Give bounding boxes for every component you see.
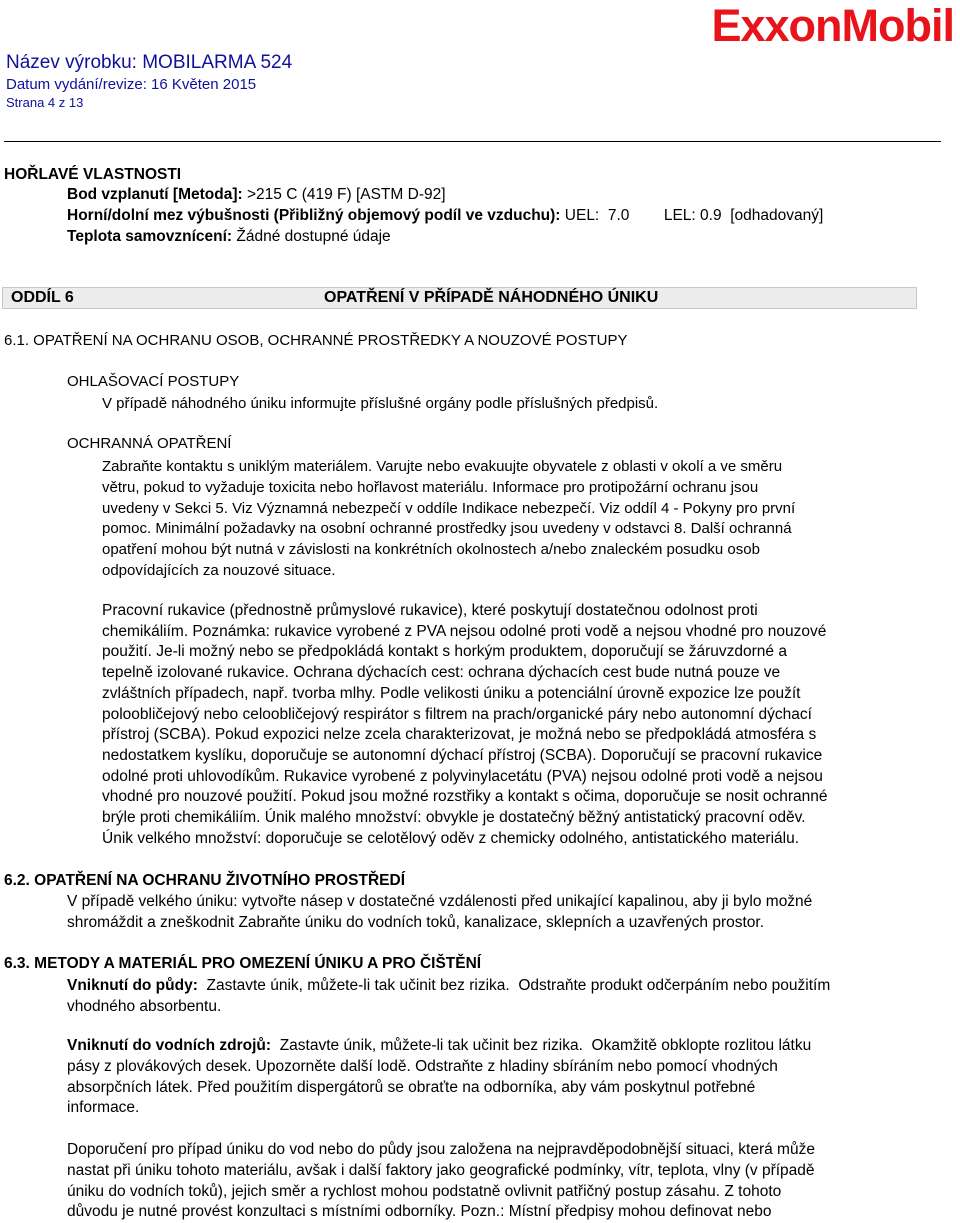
flash-point-row — [67, 185, 446, 205]
spill-advice-line: důvodu je nutné provést konzultaci s místními odborníky. Pozn.: Místní předpisy mohou definovat nebo — [67, 1203, 772, 1221]
gloves-line: použití. Je-li možný nebo se předpokládá kontakt s horkým produktem, doporučují se žáruvzdorné a — [102, 643, 787, 661]
section-number: ODDÍL 6 — [11, 289, 74, 306]
exxonmobil-logo: ExxonMobil — [711, 0, 954, 51]
environment-line: V případě velkého úniku: vytvořte násep v dostatečné vzdálenosti před unikající kapalinou, aby ji bylo možné — [67, 893, 813, 910]
gloves-line: Únik velkého množství: doporučuje se celotělový oděv z chemicky odolného, antistatického materiálu. — [102, 829, 800, 847]
flammable-title: HOŘLAVÉ VLASTNOSTI — [4, 166, 182, 183]
protect-line: větru, pokud to vyžaduje toxicita nebo hořlavost materiálu. Informace pro protipožární ochranu jsou — [102, 478, 759, 496]
water-spill-line: Vniknutí do vodních zdrojů: Zastavte únik, můžete-li tak učinit bez rizika. Okamžitě obklopte rozlitou látku — [67, 1037, 812, 1054]
spill-advice-line: nastat při úniku tohoto materiálu, avšak i další faktory jako geografické podmínky, vítr, teplota, vlny (v případě — [67, 1161, 815, 1179]
autoignition-row — [67, 227, 391, 247]
gloves-line: brýle proti chemikáliím. Únik malého množství: obvykle je dostatečný běžný antistatický pracovní oděv. — [102, 809, 806, 827]
section-title: OPATŘENÍ V PŘÍPADĚ NÁHODNÉHO ÚNIKU — [324, 289, 659, 306]
land-spill-paragraph — [67, 975, 830, 1017]
flash-point-value: >215 C (419 F) [ASTM D-92] — [246, 186, 446, 203]
protect-line: odpovídajících za nouzové situace. — [102, 561, 336, 579]
gloves-line: nedostatkem kyslíku, doporučuje se autonomní dýchací přístroj (SCBA). Doporučují se pracovní rukavice — [102, 746, 823, 764]
land-spill-line: Vniknutí do půdy: Zastavte únik, můžete-li tak učinit bez rizika. Odstraňte produkt odčerpáním nebo použitím — [67, 977, 831, 994]
land-spill-line: vhodného absorbentu. — [67, 998, 222, 1015]
issue-date: Datum vydání/revize: 16 Květen 2015 — [6, 76, 257, 93]
protect-line: pomoc. Minimální požadavky na osobní ochranné prostředky jsou uvedeny v odstavci 8. Další ochranná — [102, 520, 792, 538]
land-spill-label: Vniknutí do půdy: — [67, 977, 198, 994]
gloves-line: chemikáliím. Poznámka: rukavice vyrobené z PVA nejsou odolné proti vodě a nejsou vhodné pro nouzové — [102, 622, 827, 640]
subsection-6-3-title: 6.3. METODY A MATERIÁL PRO OMEZENÍ ÚNIKU A PRO ČIŠTĚNÍ — [4, 955, 482, 972]
gloves-line: vhodné pro nouzové použití. Pokud jsou možné rozstřiky a kontakt s očima, doporučuje se nosit ochranné — [102, 788, 828, 806]
water-spill-label: Vniknutí do vodních zdrojů: — [67, 1037, 272, 1054]
explosive-limits-label: Horní/dolní mez výbušnosti (Přibližný objemový podíl ve vzduchu): — [67, 207, 561, 224]
spill-advice-line: úniku do vodních toků), jejich směr a rychlost mohou podstatně ovlivnit patřičný postup zásahu. Z tohoto — [67, 1182, 782, 1200]
notify-text: V případě náhodného úniku informujte příslušné orgány podle příslušných předpisů. — [102, 395, 659, 412]
page-number: Strana 4 z 13 — [6, 95, 84, 110]
protect-line: uvedeny v Sekci 5. Viz Významná nebezpečí v oddíle Indikace nebezpečí. Viz oddíl 4 - Pokyny pro první — [102, 499, 796, 517]
section-6-header — [2, 287, 917, 309]
gloves-line: zvláštních případech, např. tvorba mlhy. Podle velikosti úniku a potenciální úrovně expozice lze použít — [102, 684, 801, 702]
subsection-6-2-title: 6.2. OPATŘENÍ NA OCHRANU ŽIVOTNÍHO PROSTŘEDÍ — [4, 872, 406, 889]
water-spill-paragraph — [67, 1036, 811, 1119]
protect-title: OCHRANNÁ OPATŘENÍ — [67, 435, 232, 452]
explosive-limits-value: UEL: 7.0 LEL: 0.9 [odhadovaný] — [564, 207, 824, 224]
subsection-6-1-title: 6.1. OPATŘENÍ NA OCHRANU OSOB, OCHRANNÉ PROSTŘEDKY A NOUZOVÉ POSTUPY — [4, 332, 628, 349]
gloves-line: tepelně izolované rukavice. Ochrana dýchacích cest: ochrana dýchacích cest bude nutná pouze ve — [102, 664, 781, 682]
autoignition-value: Žádné dostupné údaje — [236, 228, 391, 245]
product-name: Název výrobku: MOBILARMA 524 — [6, 52, 293, 73]
water-spill-line: pásy z plovákových desek. Upozorněte další lodě. Odstraňte z hladiny sbíráním nebo pomocí vhodných — [67, 1057, 778, 1075]
notify-title: OHLAŠOVACÍ POSTUPY — [67, 373, 240, 390]
water-spill-line: informace. — [67, 1099, 140, 1117]
protect-line: opatření mohou být nutná v závislosti na konkrétních okolnostech a/nebo znaleckém posudku osob — [102, 541, 760, 559]
gloves-line: Pracovní rukavice (přednostně průmyslové rukavice), které poskytují dostatečnou odolnost proti — [102, 602, 758, 619]
water-spill-line: absorpčních látek. Před použitím dispergátorů se obraťte na odborníka, aby vám poskytnul potřebné — [67, 1078, 756, 1096]
gloves-line: odolné proti uhlovodíkům. Rukavice vyrobené z polyvinylacetátu (PVA) nejsou odolné proti vodě a nejsou — [102, 767, 823, 785]
header-divider — [4, 141, 941, 142]
gloves-paragraph — [102, 601, 827, 849]
protect-line: Zabraňte kontaktu s uniklým materiálem. Varujte nebo evakuujte obyvatele z oblasti v okolí a ve směru — [102, 458, 783, 475]
gloves-line: přístroj (SCBA). Pokud expozici nelze zcela charakterizovat, je možná nebo se předpokládá atmosféra s — [102, 726, 817, 744]
spill-advice-line: Doporučení pro případ úniku do vod nebo do půdy jsou založena na nejpravděpodobnější situaci, která může — [67, 1141, 815, 1158]
protect-paragraph — [102, 457, 795, 582]
environment-paragraph — [67, 891, 812, 933]
autoignition-label: Teplota samovznícení: — [67, 228, 233, 245]
gloves-line: poloobličejový nebo celoobličejový respirátor s filtrem na prach/organické páry nebo autonomní dýchací — [102, 705, 812, 723]
explosive-limits-row — [67, 206, 823, 226]
spill-advice-paragraph — [67, 1140, 815, 1223]
environment-line: shromáždit a zneškodnit Zabraňte úniku do vodních toků, kanalizace, sklepních a uzavřených prostor. — [67, 914, 765, 931]
flash-point-label: Bod vzplanutí [Metoda]: — [67, 186, 243, 203]
